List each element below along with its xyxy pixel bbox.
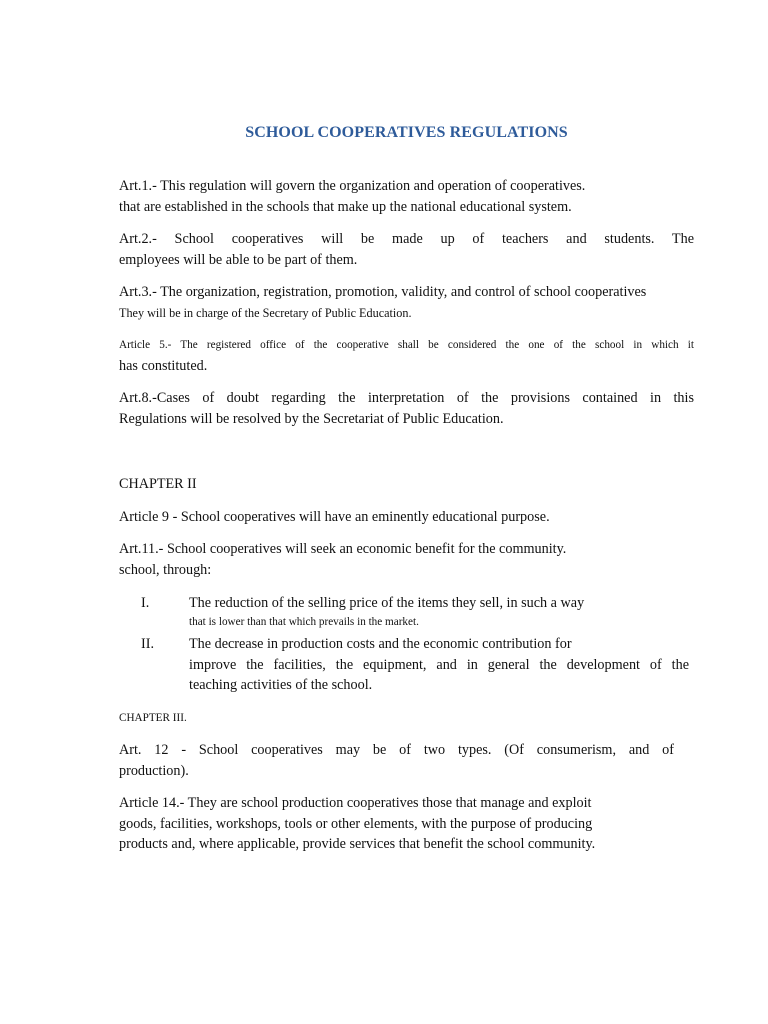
- article-2: [119, 229, 694, 270]
- article-3: [119, 282, 694, 323]
- article-5: [119, 335, 694, 376]
- article-11-line-2: school, through:: [119, 561, 212, 578]
- article-11-line-1: Art.11.- School cooperatives will seek an economic benefit for the community.: [119, 541, 567, 557]
- article-14-line-3: products and, where applicable, provide services that benefit the school community.: [119, 836, 596, 852]
- article-8-line-1: Art.8.-Cases of doubt regarding the interpretation of the provisions contained in this: [119, 390, 694, 406]
- article-5-line-2: has constituted.: [119, 357, 208, 374]
- chapter-2-heading: [119, 474, 694, 495]
- article-1: [119, 176, 694, 217]
- article-14: [119, 793, 694, 855]
- list-item-number: II.: [141, 636, 154, 652]
- document-title: SCHOOL COOPERATIVES REGULATIONS: [245, 124, 568, 141]
- article-5-line-1: Article 5.- The registered office of the cooperative shall be considered the one of the school in which it: [119, 339, 694, 351]
- article-3-line-1: Art.3.- The organization, registration, promotion, validity, and control of school cooperatives: [119, 284, 647, 300]
- article-9: [119, 507, 694, 528]
- chapter-3-label: CHAPTER III.: [119, 712, 187, 724]
- article-14-line-1: Article 14.- They are school production cooperatives those that manage and exploit: [119, 795, 592, 811]
- article-2-line-1: Art.2.- School cooperatives will be made up of teachers and students. The: [119, 231, 694, 247]
- article-12: [119, 740, 674, 781]
- article-9-line: Article 9 - School cooperatives will have an eminently educational purpose.: [119, 509, 550, 525]
- list-item-line-3: teaching activities of the school.: [189, 677, 373, 693]
- list-item-line-1: The reduction of the selling price of the items they sell, in such a way: [189, 595, 585, 611]
- article-14-line-2: goods, facilities, workshops, tools or other elements, with the purpose of producing: [119, 815, 593, 832]
- list-item-body: [189, 593, 689, 630]
- article-12-line-1: Art. 12 - School cooperatives may be of two types. (Of consumerism, and of: [119, 742, 674, 758]
- article-8: [119, 388, 694, 429]
- list-item-line-2: improve the facilities, the equipment, and in general the development of the: [189, 656, 689, 673]
- article-11: [119, 539, 694, 580]
- chapter-3-heading: [119, 708, 694, 729]
- chapter-2-label: CHAPTER II: [119, 476, 197, 492]
- list-item-line-2: that is lower than that which prevails in the market.: [189, 615, 419, 628]
- article-1-line-2: that are established in the schools that make up the national educational system.: [119, 198, 572, 215]
- list-item-body: [189, 634, 689, 696]
- article-1-line-1: Art.1.- This regulation will govern the organization and operation of cooperatives.: [119, 178, 586, 194]
- article-8-line-2: Regulations will be resolved by the Secretariat of Public Education.: [119, 410, 504, 427]
- article-3-line-2: They will be in charge of the Secretary of Public Education.: [119, 305, 412, 320]
- article-2-line-2: employees will be able to be part of them.: [119, 251, 358, 268]
- article-12-line-2: production).: [119, 762, 189, 779]
- list-item-line-1: The decrease in production costs and the economic contribution for: [189, 636, 572, 652]
- list-item-number: I.: [141, 595, 150, 611]
